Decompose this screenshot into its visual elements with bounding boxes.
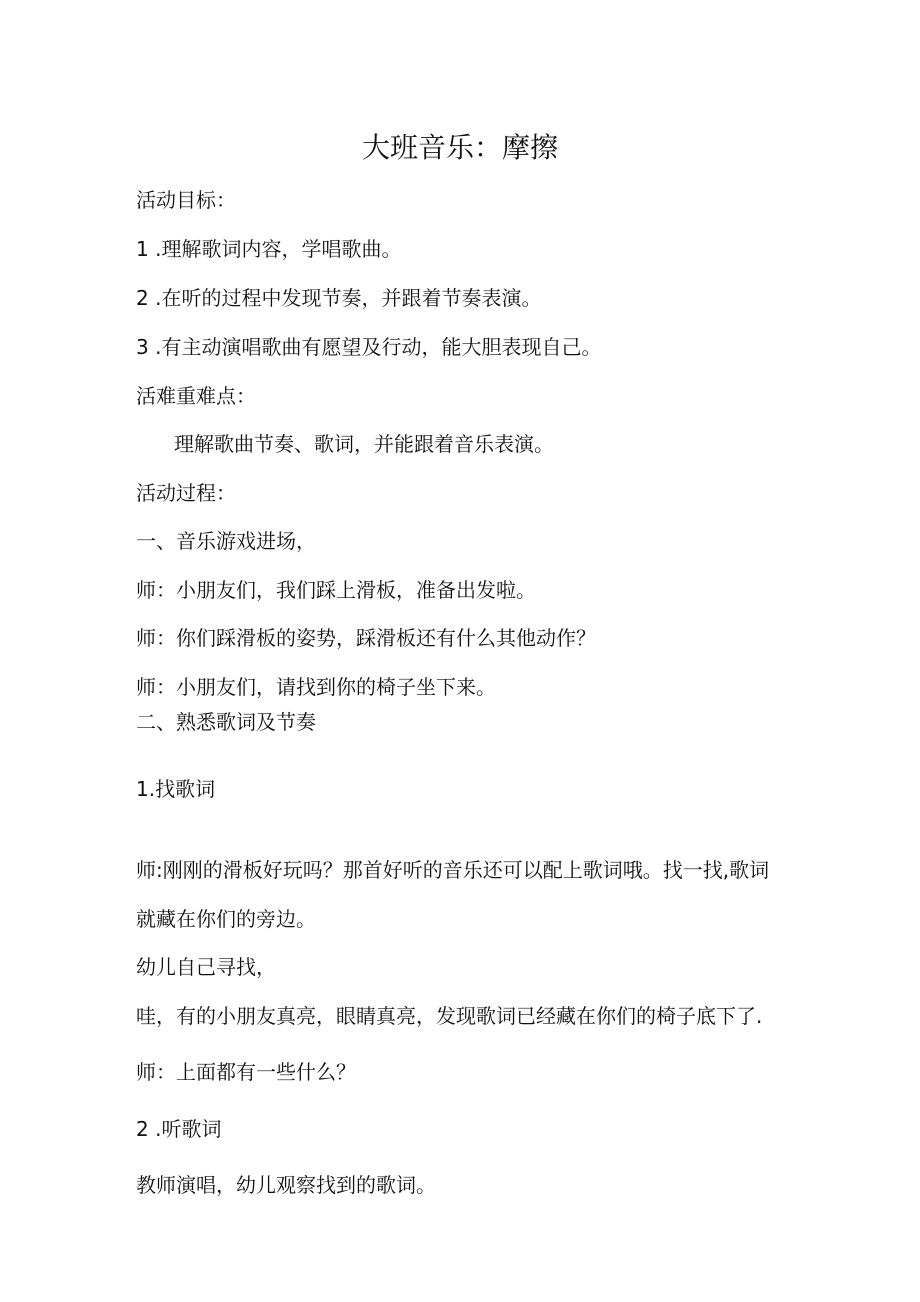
paragraph-line: 师：你们踩滑板的姿势，踩滑板还有什么其他动作？: [136, 626, 596, 650]
goal-item-3: 3 .有主动演唱歌曲有愿望及行动，能大胆表现自己。: [136, 335, 602, 359]
goal-item-1: 1 .理解歌词内容，学唱歌曲。: [136, 237, 402, 261]
process-step-2: 二、熟悉歌词及节奏: [136, 710, 316, 734]
process-step-1: 一、音乐游戏进场，: [136, 529, 316, 553]
paragraph-line: 就藏在你们的旁边。: [136, 907, 316, 931]
section-heading-key-points: 活难重难点：: [136, 384, 256, 408]
paragraph-line: 幼儿自己寻找，: [136, 955, 276, 979]
paragraph-line: 教师演唱，幼儿观察找到的歌词。: [136, 1173, 436, 1197]
key-points-text: 理解歌曲节奏、歌词，并能跟着音乐表演。: [174, 432, 554, 456]
paragraph-line: 师：小朋友们，请找到你的椅子坐下来。: [136, 675, 496, 699]
sub-step-find-lyrics: 1.找歌词: [136, 777, 216, 801]
sub-step-listen-lyrics: 2 .听歌词: [136, 1117, 222, 1141]
document-title: 大班音乐：摩擦: [361, 131, 558, 164]
paragraph-line: 师:刚刚的滑板好玩吗？那首好听的音乐还可以配上歌词哦。找一找,歌词: [136, 858, 770, 882]
paragraph-line: 师：小朋友们，我们踩上滑板，准备出发啦。: [136, 578, 536, 602]
paragraph-line: 师：上面都有一些什么？: [136, 1060, 356, 1084]
section-heading-goals: 活动目标：: [136, 188, 236, 212]
paragraph-line: 哇，有的小朋友真亮，眼睛真亮，发现歌词已经藏在你们的椅子底下了.: [136, 1004, 763, 1028]
section-heading-process: 活动过程：: [136, 481, 236, 505]
goal-item-2: 2 .在听的过程中发现节奏，并跟着节奏表演。: [136, 286, 542, 310]
